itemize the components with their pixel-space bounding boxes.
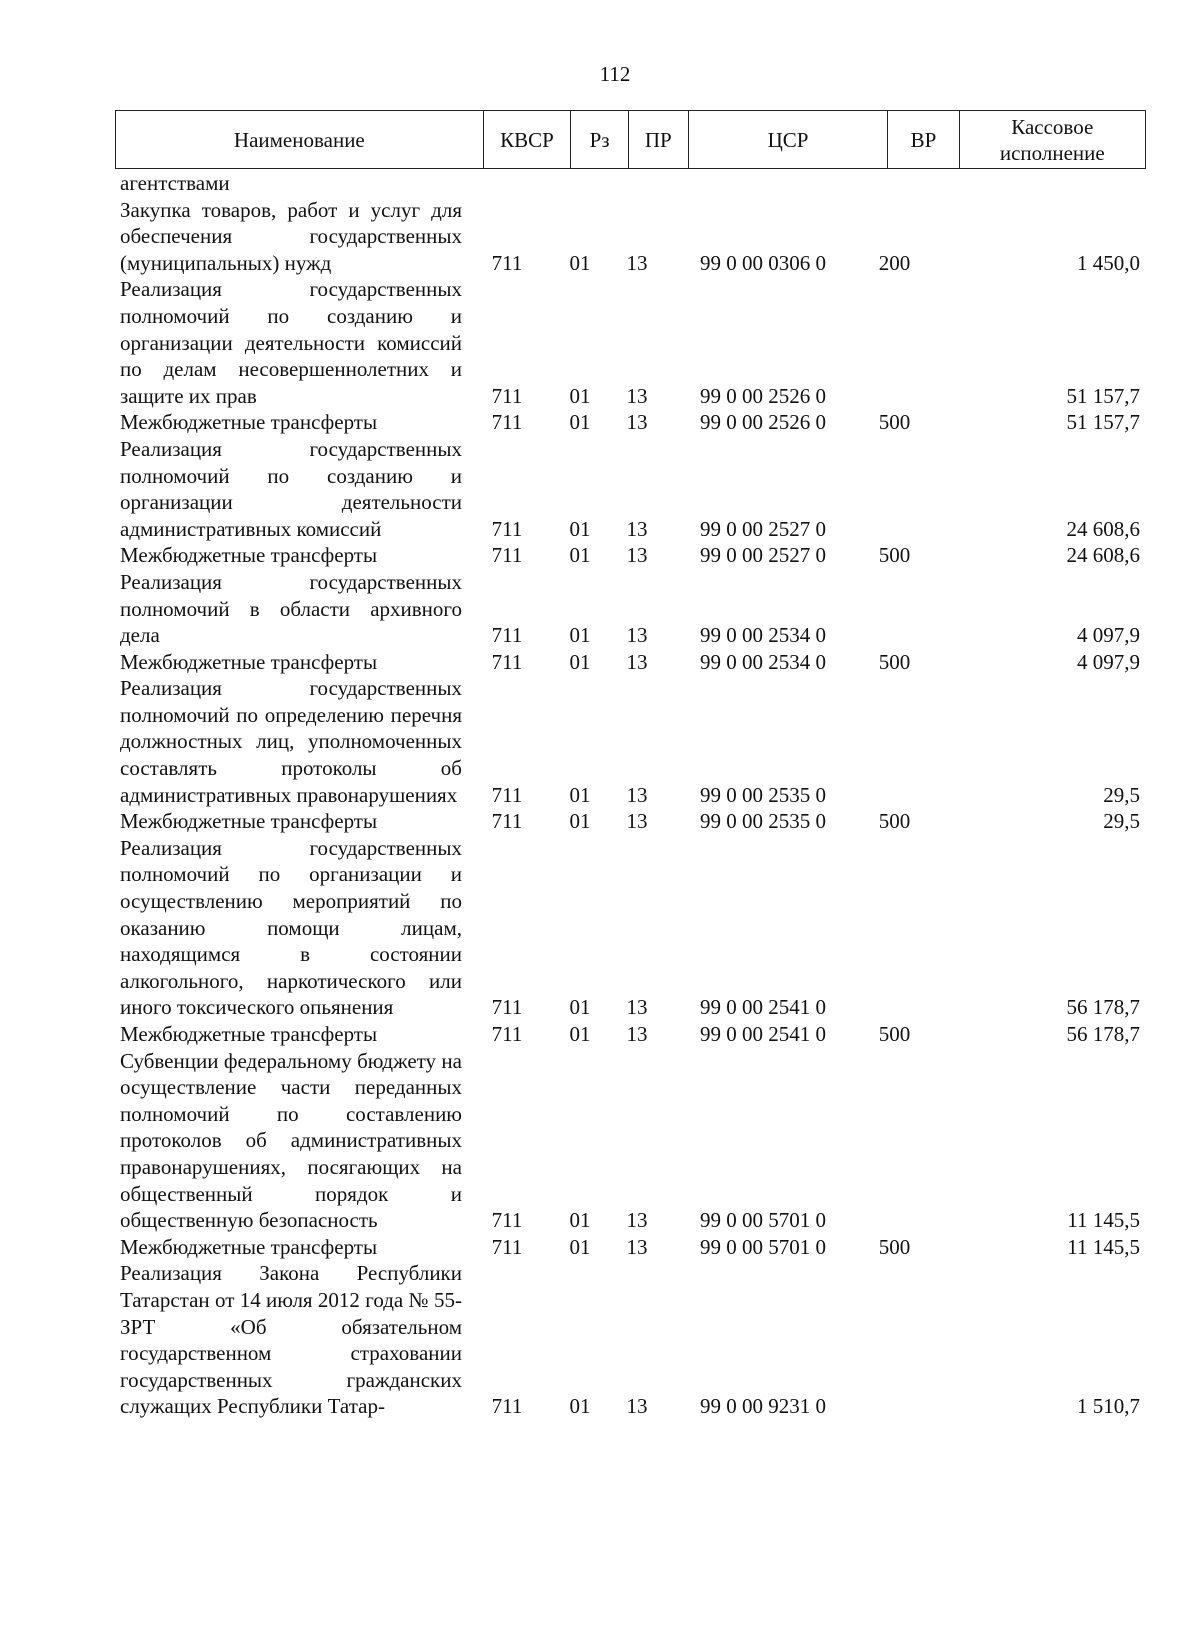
cell-pr: 13 <box>626 623 648 648</box>
cell-vr: 500 <box>878 1022 911 1046</box>
cell-rz: 01 <box>569 1394 591 1419</box>
cell-amount: 11 145,5 <box>1067 1208 1140 1233</box>
cell-name: Реализация государственных полномочий по созданию и организации деятельности административных комиссий <box>120 436 462 541</box>
cell-csr: 99 0 00 2526 0 <box>700 383 826 408</box>
budget-table <box>120 170 1142 1420</box>
cell-pr: 13 <box>626 516 648 541</box>
cell-amount: 1 450,0 <box>1077 250 1140 275</box>
table-row <box>120 1260 1142 1420</box>
header-pr: ПР <box>628 111 688 169</box>
cell-kvsr <box>462 170 552 197</box>
cell-name: Реализация государственных полномочий по организации и осуществлению мероприятий по оказанию помощи лицам, находящимся в состоянии алкогольного, наркотического или иного токсического опьянения <box>120 835 462 1020</box>
cell-vr <box>860 569 929 649</box>
cell-csr: 99 0 00 5701 0 <box>700 1234 826 1259</box>
page-number: 112 <box>599 62 631 86</box>
cell-amount: 29,5 <box>1103 809 1140 834</box>
cell-name: Субвенции федеральному бюджету на осуществление части переданных полномочий по составлению протоколов об административных правонарушениях, посягающих на общественный порядок и общественную безопасность <box>120 1048 462 1233</box>
cell-amount: 56 178,7 <box>1066 995 1140 1020</box>
table-row <box>120 1021 1142 1048</box>
cell-name: Межбюджетные трансферты <box>120 410 378 435</box>
cell-amount: 11 145,5 <box>1067 1234 1140 1259</box>
cell-pr: 13 <box>626 809 648 834</box>
table-row <box>120 542 1142 569</box>
cell-pr: 13 <box>626 250 648 275</box>
cell-kvsr: 711 <box>491 410 523 435</box>
table-row <box>120 409 1142 436</box>
table-row <box>120 436 1142 542</box>
table-row <box>120 1048 1142 1234</box>
cell-name: Межбюджетные трансферты <box>120 809 378 834</box>
header-csr: ЦСР <box>688 111 888 169</box>
header-amount: Кассовое исполнение <box>959 111 1145 169</box>
header-kvsr: КВСР <box>483 111 571 169</box>
cell-rz: 01 <box>569 383 591 408</box>
cell-pr: 13 <box>626 543 648 568</box>
cell-pr: 13 <box>626 383 648 408</box>
table-body <box>120 170 1142 1420</box>
cell-csr <box>666 170 860 197</box>
table-row <box>120 1234 1142 1261</box>
cell-amount: 29,5 <box>1103 782 1140 807</box>
cell-name: Межбюджетные трансферты <box>120 1022 378 1046</box>
cell-kvsr: 711 <box>491 516 523 541</box>
cell-amount <box>929 170 1142 197</box>
cell-csr: 99 0 00 5701 0 <box>700 1208 826 1233</box>
cell-rz: 01 <box>569 1208 591 1233</box>
cell-vr: 500 <box>878 543 911 568</box>
table-row <box>120 197 1142 277</box>
cell-name: Реализация государственных полномочий в области архивного дела <box>120 569 462 648</box>
cell-amount: 51 157,7 <box>1066 383 1140 408</box>
cell-csr: 99 0 00 2535 0 <box>700 782 826 807</box>
cell-vr <box>860 835 929 1021</box>
cell-rz: 01 <box>569 410 591 435</box>
cell-amount: 24 608,6 <box>1066 516 1140 541</box>
cell-pr: 13 <box>626 410 648 435</box>
cell-pr: 13 <box>626 995 648 1020</box>
cell-vr <box>860 436 929 542</box>
cell-csr: 99 0 00 0306 0 <box>700 250 826 275</box>
cell-csr: 99 0 00 2527 0 <box>700 543 826 568</box>
header-name: Наименование <box>116 111 484 169</box>
cell-rz: 01 <box>569 1022 591 1046</box>
cell-kvsr: 711 <box>491 250 523 275</box>
cell-kvsr: 711 <box>491 809 523 834</box>
cell-pr: 13 <box>626 649 648 674</box>
table-row <box>120 170 1142 197</box>
cell-csr: 99 0 00 2541 0 <box>700 995 826 1020</box>
cell-rz: 01 <box>569 516 591 541</box>
cell-name: Реализация Закона Республики Татарстан от 14 июля 2012 года № 55-ЗРТ «Об обязательном государственном страховании государственных гражданских служащих Республики Татар- <box>120 1261 462 1419</box>
cell-rz: 01 <box>569 809 591 834</box>
cell-kvsr: 711 <box>491 782 523 807</box>
cell-rz: 01 <box>569 782 591 807</box>
cell-name: Реализация государственных полномочий по созданию и организации деятельности комиссий по делам несовершеннолетних и защите их прав <box>120 277 462 408</box>
cell-kvsr: 711 <box>491 623 523 648</box>
cell-csr: 99 0 00 2534 0 <box>700 623 826 648</box>
cell-pr: 13 <box>626 1234 648 1259</box>
cell-kvsr: 711 <box>491 1394 523 1419</box>
cell-pr: 13 <box>626 1208 648 1233</box>
table-row <box>120 808 1142 835</box>
cell-vr: 500 <box>878 410 911 435</box>
cell-vr <box>860 1048 929 1234</box>
cell-vr: 500 <box>878 1234 911 1259</box>
cell-kvsr: 711 <box>491 1234 523 1259</box>
table-row <box>120 276 1142 409</box>
cell-rz <box>552 170 608 197</box>
cell-vr <box>860 170 929 197</box>
table-row <box>120 835 1142 1021</box>
cell-vr <box>860 675 929 808</box>
cell-kvsr: 711 <box>491 1208 523 1233</box>
cell-name: Межбюджетные трансферты <box>120 649 378 674</box>
cell-pr: 13 <box>626 1394 648 1419</box>
cell-amount: 4 097,9 <box>1077 623 1140 648</box>
cell-name: Межбюджетные трансферты <box>120 1234 378 1259</box>
cell-vr: 500 <box>878 649 911 674</box>
cell-name: Межбюджетные трансферты <box>120 543 378 568</box>
cell-vr <box>860 276 929 409</box>
cell-rz: 01 <box>569 250 591 275</box>
cell-amount: 56 178,7 <box>1066 1022 1140 1046</box>
header-vr: ВР <box>888 111 959 169</box>
cell-rz: 01 <box>569 995 591 1020</box>
cell-rz: 01 <box>569 543 591 568</box>
cell-csr: 99 0 00 9231 0 <box>700 1394 826 1419</box>
table-row <box>120 675 1142 808</box>
cell-amount: 1 510,7 <box>1077 1394 1140 1419</box>
table-header <box>115 110 1146 169</box>
table-row <box>120 649 1142 676</box>
cell-vr: 200 <box>878 250 911 275</box>
cell-pr: 13 <box>626 782 648 807</box>
header-rz: Рз <box>571 111 629 169</box>
cell-csr: 99 0 00 2541 0 <box>700 1022 826 1046</box>
cell-csr: 99 0 00 2526 0 <box>700 410 826 435</box>
cell-amount: 4 097,9 <box>1077 649 1140 674</box>
cell-rz: 01 <box>569 1234 591 1259</box>
table-row <box>120 569 1142 649</box>
cell-name: агентствами <box>120 171 230 195</box>
cell-csr: 99 0 00 2527 0 <box>700 516 826 541</box>
cell-kvsr: 711 <box>491 995 523 1020</box>
cell-pr <box>608 170 666 197</box>
cell-pr: 13 <box>626 1022 648 1046</box>
cell-kvsr: 711 <box>491 543 523 568</box>
cell-kvsr: 711 <box>491 649 523 674</box>
cell-kvsr: 711 <box>491 1022 523 1046</box>
cell-amount: 24 608,6 <box>1066 543 1140 568</box>
cell-vr: 500 <box>878 809 911 834</box>
cell-csr: 99 0 00 2535 0 <box>700 809 826 834</box>
cell-amount: 51 157,7 <box>1066 410 1140 435</box>
cell-vr <box>860 1260 929 1420</box>
cell-name: Реализация государственных полномочий по определению перечня должностных лиц, уполномоченных составлять протоколы об административных правонарушениях <box>120 676 462 807</box>
cell-kvsr: 711 <box>491 383 523 408</box>
cell-rz: 01 <box>569 649 591 674</box>
cell-csr: 99 0 00 2534 0 <box>700 649 826 674</box>
cell-name: Закупка товаров, работ и услуг для обеспечения государственных (муниципальных) нужд <box>120 197 462 275</box>
cell-rz: 01 <box>569 623 591 648</box>
